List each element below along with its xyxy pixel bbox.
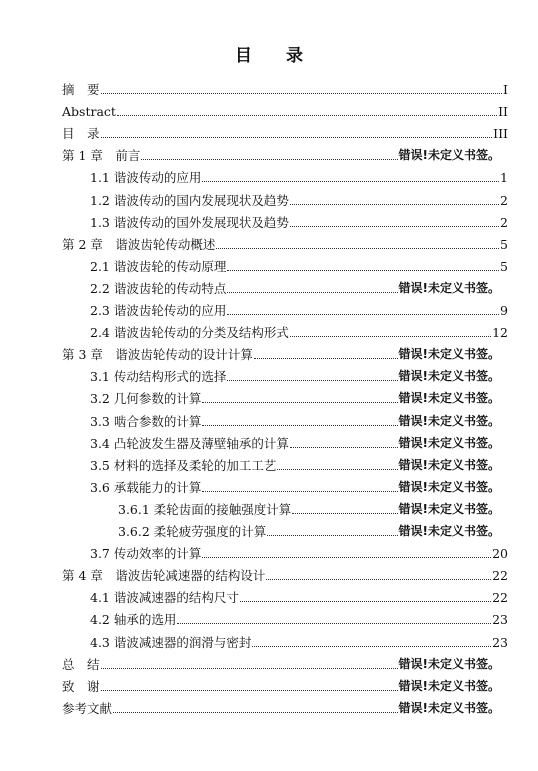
toc-entry-page: 20 [492,546,508,562]
toc-entry[interactable] [90,258,508,275]
toc-entry[interactable] [90,611,508,628]
toc-entry-label: 3.1 传动结构形式的选择 [90,369,227,385]
toc-entry[interactable] [90,169,508,186]
toc-entry-label: 目 录 [62,126,100,142]
toc-entry-label: 3.6.1 柔轮齿面的接触强度计算 [118,501,292,517]
toc-entry-page: 5 [500,236,508,252]
dot-leader [202,402,397,403]
toc-entry-label: 4.1 谐波减速器的结构尺寸 [90,590,239,606]
dot-leader [254,358,398,359]
dot-leader [290,204,499,205]
toc-entry-label: 3.6 承载能力的计算 [90,479,202,495]
toc-entry-label: 致 谢 [62,678,100,694]
toc-entry-label: 总 结 [62,656,100,672]
toc-entry-label: 3.3 啮合参数的计算 [90,413,202,429]
toc-entry-label: 3.2 几何参数的计算 [90,391,202,407]
toc-entry[interactable] [62,700,500,717]
toc-entry-page: 23 [492,612,508,628]
toc-entry-label: 2.4 谐波齿轮传动的分类及结构形式 [90,325,289,341]
toc-entry[interactable] [90,589,508,606]
toc-entry-page: 12 [492,325,508,341]
dot-leader [101,93,503,94]
toc-entry-page: 错误!未定义书签。 [398,457,500,472]
toc-entry[interactable] [90,214,508,231]
dot-leader [101,690,398,691]
dot-leader [202,181,499,182]
toc-entry[interactable] [90,413,500,430]
toc-entry-page: 错误!未定义书签。 [398,148,500,163]
toc-entry-page: 错误!未定义书签。 [398,700,500,715]
dot-leader [177,623,491,624]
dot-leader [227,292,397,293]
toc-entry-label: 2.1 谐波齿轮的传动原理 [90,258,227,274]
dot-leader [290,226,499,227]
toc-entry-page: 错误!未定义书签。 [398,479,500,494]
toc-entry-label: 3.5 材料的选择及柔轮的加工工艺 [90,457,277,473]
dot-leader [113,712,398,713]
toc-entry-page: 23 [492,634,508,650]
toc-entry[interactable] [90,457,500,474]
toc-entry-label: 3.6.2 柔轮疲劳强度的计算 [118,524,267,539]
toc-entry-label: 1.1 谐波传动的应用 [90,170,202,186]
toc-entry-label: 1.2 谐波传动的国内发展现状及趋势 [90,192,289,208]
toc-entry[interactable] [90,192,508,209]
toc-entry[interactable] [90,324,508,341]
dot-leader [117,115,497,116]
toc-entry[interactable] [90,280,500,297]
toc-entry-page: 5 [500,258,508,274]
toc-title: 目 录 [235,46,317,66]
toc-entry[interactable] [118,501,500,518]
toc-entry[interactable] [62,103,508,120]
toc-entry-label: 2.3 谐波齿轮传动的应用 [90,303,227,318]
toc-entry[interactable] [62,567,508,584]
dot-leader [141,159,397,160]
toc-entry-label: 3.4 凸轮波发生器及薄壁轴承的计算 [90,435,289,451]
toc-entry[interactable] [62,147,500,164]
toc-entry[interactable] [90,479,500,496]
toc-entry[interactable] [90,368,500,385]
toc-entry[interactable] [62,81,508,98]
dot-leader [266,579,491,580]
toc-entry-label: 4.3 谐波减速器的润滑与密封 [90,634,252,650]
dot-leader [277,469,397,470]
toc-entry[interactable] [62,125,508,142]
toc-entry-label: 3.7 传动效率的计算 [90,546,202,562]
dot-leader [216,248,499,249]
toc-entry-label: Abstract [62,104,116,120]
dot-leader [202,491,397,492]
dot-leader [240,601,491,602]
dot-leader [227,270,499,271]
toc-entry[interactable] [90,302,508,319]
toc-entry-label: 2.2 谐波齿轮的传动特点 [90,280,227,296]
toc-entry-page: 22 [492,568,508,584]
toc-entry-page: III [493,126,508,142]
toc-entry-page: 错误!未定义书签。 [398,524,500,538]
toc-entry[interactable] [62,346,500,363]
toc-entry-page: 错误!未定义书签。 [398,501,500,516]
toc-entry-label: 第 3 章 谐波齿轮传动的设计计算 [62,347,253,363]
toc-entry-label: 第 2 章 谐波齿轮传动概述 [62,236,216,252]
toc-entry-page: 错误!未定义书签。 [398,678,500,693]
toc-entry-label: 摘 要 [62,82,100,97]
toc-entry-label: 4.2 轴承的选用 [90,612,177,628]
toc-entry-page: 9 [500,303,508,318]
toc-entry-page: 错误!未定义书签。 [398,413,500,428]
toc-entry-page: 错误!未定义书签。 [398,435,500,450]
toc-entry[interactable] [90,435,500,452]
toc-entry-page: 错误!未定义书签。 [398,347,500,362]
dot-leader [227,380,397,381]
toc-entry-page: 错误!未定义书签。 [398,391,500,406]
toc-entry[interactable] [62,656,500,673]
dot-leader [290,447,398,448]
dot-leader [101,137,493,138]
toc-entry[interactable] [62,678,500,695]
toc-entry-label: 参考文献 [62,700,113,716]
toc-entry-page: 错误!未定义书签。 [398,369,500,384]
toc-entry-page: I [503,82,508,97]
dot-leader [290,336,491,337]
toc-entry[interactable] [90,545,508,562]
dot-leader [227,314,499,315]
toc-entry-page: 错误!未定义书签。 [398,280,500,295]
toc-entry-page: II [498,104,508,120]
toc-entry-page: 2 [500,192,508,208]
toc-entry[interactable] [90,634,508,651]
toc-entry[interactable] [90,390,500,407]
dot-leader [292,513,397,514]
toc-entry[interactable] [118,523,500,540]
toc-entry-label: 第 1 章 前言 [62,148,141,164]
dot-leader [267,535,397,536]
toc-entry-label: 第 4 章 谐波齿轮减速器的结构设计 [62,568,266,584]
toc-entry-page: 1 [500,170,508,186]
toc-entry-label: 1.3 谐波传动的国外发展现状及趋势 [90,214,289,230]
dot-leader [101,668,398,669]
toc-entry-page: 22 [492,590,508,606]
dot-leader [252,646,491,647]
toc-entry[interactable] [62,236,508,253]
toc-entry-page: 错误!未定义书签。 [398,656,500,671]
toc-entry-page: 2 [500,214,508,230]
dot-leader [202,557,491,558]
dot-leader [202,425,397,426]
